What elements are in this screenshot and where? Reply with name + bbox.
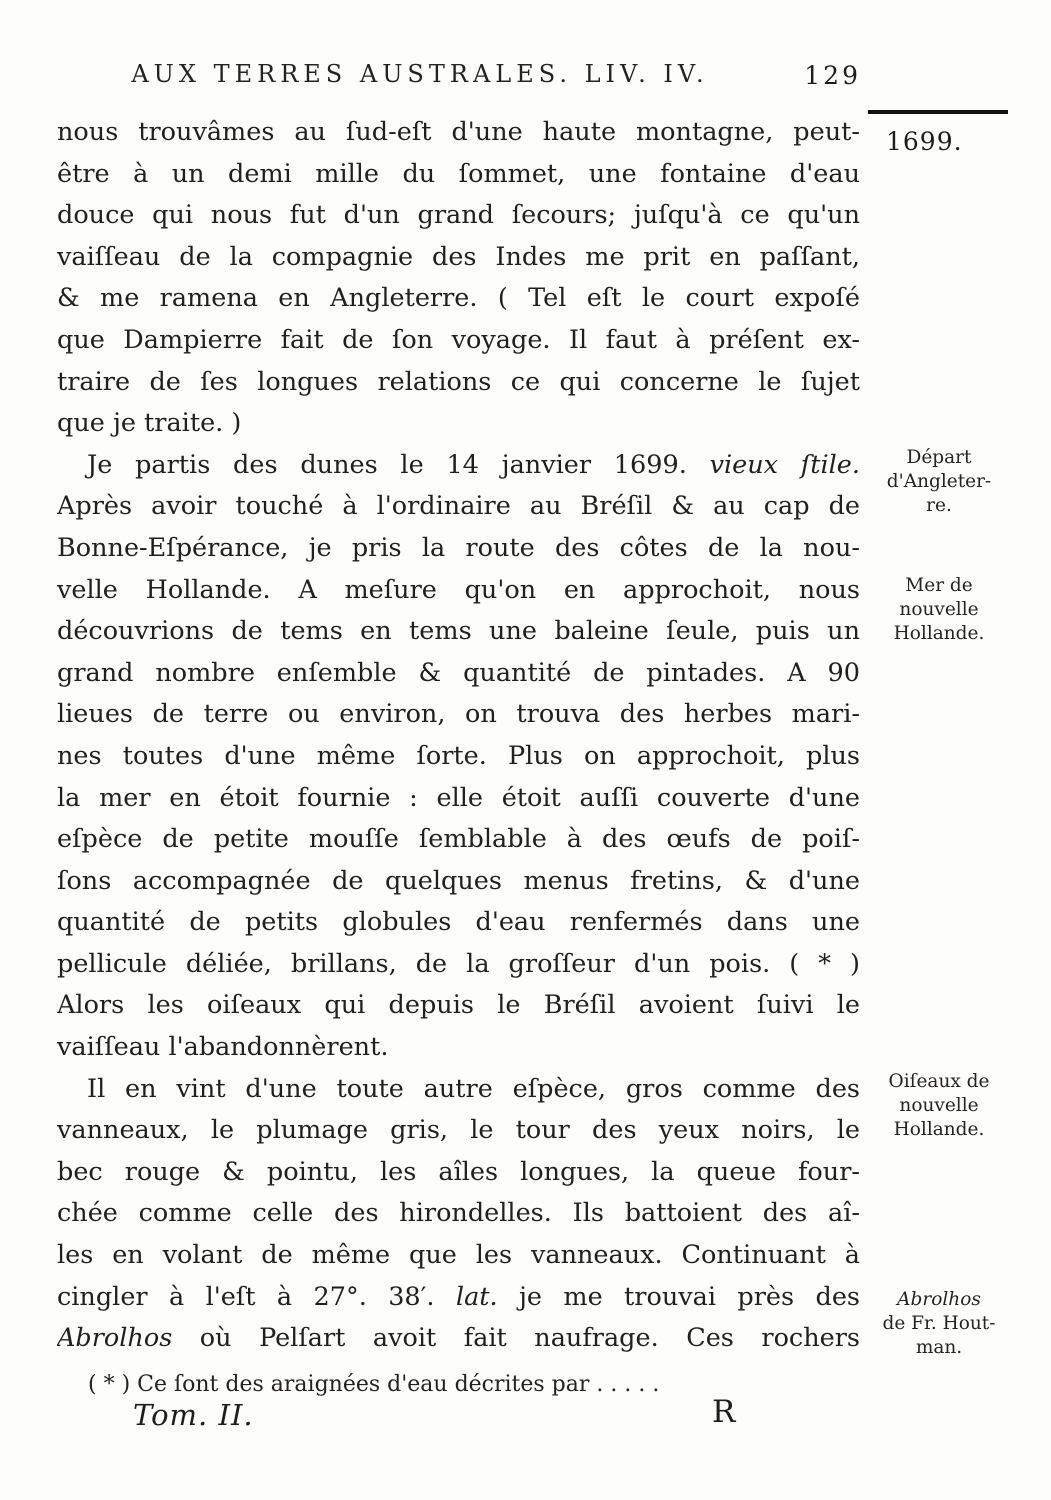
running-header <box>57 60 863 102</box>
text-line: Après avoir touché à l'ordinaire au Bréſil & au cap de <box>57 491 860 522</box>
margin-note-oiseaux <box>864 1070 1014 1142</box>
text-line: que Dampierre fait de ſon voyage. Il faut à préſent ex- <box>57 324 860 355</box>
text-segment: je me trouvai près des <box>497 1281 860 1312</box>
text-segment: cingler à l'eſt à 27°. 38′. <box>57 1281 456 1312</box>
text-line <box>57 445 860 487</box>
margin-note-line: Mer de <box>905 575 973 596</box>
tome-label: Tom. II. <box>133 1398 254 1432</box>
text-line: chée comme celle des hirondelles. Ils battoient des aî- <box>57 1198 860 1229</box>
text-line: grand nombre enſemble & quantité de pintades. A 90 <box>57 657 860 688</box>
margin-note-line: nouvelle <box>899 599 979 620</box>
margin-note-line: nouvelle <box>899 1095 979 1116</box>
footnote <box>88 1372 788 1397</box>
text-line: quantité de petits globules d'eau renfermés dans une <box>57 907 860 938</box>
text-line: traire de ſes longues relations ce qui concerne le ſujet <box>57 366 860 397</box>
text-line: ſons accompagnée de quelques menus fretins, & d'une <box>57 865 860 896</box>
text-line: pellicule déliée, brillans, de la groſſeur d'un pois. ( * ) <box>57 948 860 979</box>
text-segment: Je partis des dunes le 14 janvier 1699. <box>87 449 710 480</box>
margin-note-line: Abrolhos <box>897 1289 981 1310</box>
text-line: douce qui nous fut d'un grand ſecours; juſqu'à ce qu'un <box>57 200 860 231</box>
text-line <box>57 1277 860 1319</box>
margin-note-line: de Fr. Hout- <box>882 1313 996 1334</box>
text-line: velle Hollande. A meſure qu'on en approchoit, nous <box>57 574 860 605</box>
text-line: nous trouvâmes au ſud-eſt d'une haute montagne, peut- <box>57 117 860 147</box>
text-line: être à un demi mille du ſommet, une fontaine d'eau <box>57 158 860 189</box>
footnote-marker: ( * ) <box>88 1372 131 1397</box>
margin-note-line: Départ <box>906 447 972 468</box>
running-header-title: AUX TERRES AUSTRALES. LIV. IV. <box>131 60 709 88</box>
text-line: que je traite. ) <box>57 408 242 439</box>
text-segment-italic: Abrolhos <box>57 1323 173 1354</box>
text-segment-italic: vieux ſtile. <box>709 449 860 480</box>
text-line: lieues de terre ou environ, on trouva des herbes mari- <box>57 699 860 730</box>
text-line: Alors les oiſeaux qui depuis le Bréſil avoient ſuivi le <box>57 990 860 1021</box>
text-line: Il en vint d'une toute autre eſpèce, gros comme des <box>87 1073 860 1104</box>
margin-note-line: Hollande. <box>893 623 985 644</box>
margin-note-depart <box>864 446 1014 518</box>
text-segment: où Pelſart avoit fait naufrage. Ces rochers <box>172 1323 860 1354</box>
signature-mark: R <box>712 1394 736 1430</box>
margin-note-abrolhos <box>864 1288 1014 1360</box>
text-segment-italic: lat. <box>455 1281 498 1312</box>
text-line: & me ramena en Angleterre. ( Tel eſt le court expoſé <box>57 283 860 314</box>
text-line: bec rouge & pointu, les aîles longues, la queue four- <box>57 1156 860 1187</box>
margin-note-line: re. <box>926 495 952 516</box>
text-line: découvrions de tems en tems une baleine ſeule, puis un <box>57 616 860 647</box>
text-line: nes toutes d'une même ſorte. Plus on approchoit, plus <box>57 740 860 771</box>
margin-note-line: Hollande. <box>893 1119 985 1140</box>
footnote-text: Ce ſont des araignées d'eau décrites par . . . . . <box>137 1372 660 1397</box>
margin-note-line: Oiſeaux de <box>888 1071 990 1092</box>
text-line: la mer en étoit fournie : elle étoit auſſi couverte d'une <box>57 782 860 813</box>
margin-rule <box>868 110 1008 114</box>
body-text <box>57 112 860 1360</box>
text-line: vaiſſeau l'abandonnèrent. <box>57 1032 389 1063</box>
margin-note-mer <box>864 574 1014 646</box>
margin-year: 1699. <box>886 127 963 156</box>
margin-note-line: man. <box>915 1337 963 1358</box>
text-line: Bonne-Eſpérance, je pris la route des côtes de la nou- <box>57 532 860 563</box>
text-line: vanneaux, le plumage gris, le tour des yeux noirs, le <box>57 1115 860 1146</box>
page-number: 129 <box>804 61 861 90</box>
text-line: vaiſſeau de la compagnie des Indes me prit en paſſant, <box>57 241 860 272</box>
margin-note-line: d'Angleter- <box>886 471 992 492</box>
text-line: eſpèce de petite mouſſe ſemblable à des œufs de poiſ- <box>57 824 860 855</box>
text-line <box>57 1318 860 1360</box>
text-line: les en volant de même que les vanneaux. Continuant à <box>57 1240 860 1271</box>
